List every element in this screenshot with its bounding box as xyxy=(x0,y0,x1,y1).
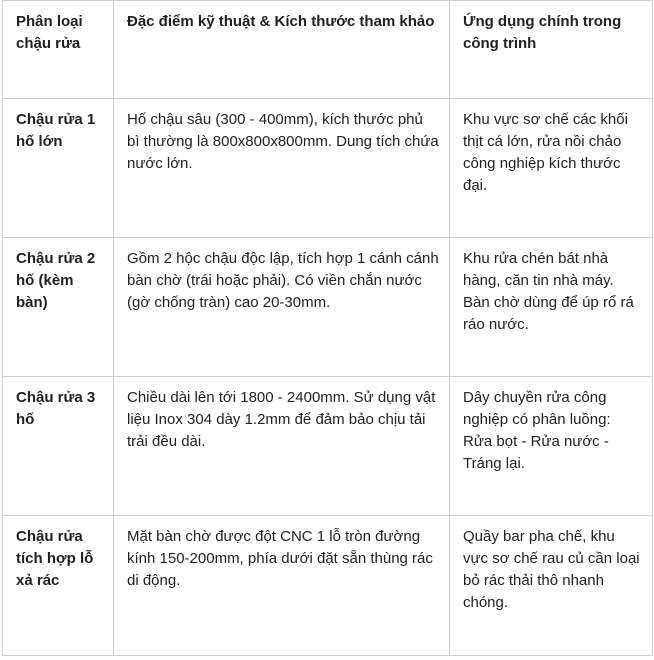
sink-comparison-table xyxy=(2,0,653,656)
table-header xyxy=(3,1,653,99)
usage-cell: Dây chuyền rửa công nghiệp có phân luồng: Rửa bọt - Rửa nước - Tráng lại. xyxy=(450,377,653,516)
table-body xyxy=(3,99,653,656)
spec-cell: Chiều dài lên tới 1800 - 2400mm. Sử dụng vật liệu Inox 304 dày 1.2mm để đảm bảo chịu tải trải đều dài. xyxy=(114,377,450,516)
header-row xyxy=(3,1,653,99)
table-row xyxy=(3,377,653,516)
usage-cell: Quầy bar pha chế, khu vực sơ chế rau củ cần loại bỏ rác thải thô nhanh chóng. xyxy=(450,516,653,656)
spec-cell: Gồm 2 hộc chậu độc lập, tích hợp 1 cánh cánh bàn chờ (trái hoặc phải). Có viền chắn nước (gờ chống tràn) cao 20-30mm. xyxy=(114,238,450,377)
table-row xyxy=(3,99,653,238)
sink-type-cell: Chậu rửa 2 hố (kèm bàn) xyxy=(3,238,114,377)
sink-type-cell: Chậu rửa 3 hố xyxy=(3,377,114,516)
usage-cell: Khu rửa chén bát nhà hàng, căn tin nhà máy. Bàn chờ dùng để úp rổ rá ráo nước. xyxy=(450,238,653,377)
usage-cell: Khu vực sơ chế các khối thịt cá lớn, rửa nồi chảo công nghiệp kích thước đại. xyxy=(450,99,653,238)
sink-type-cell: Chậu rửa tích hợp lỗ xả rác xyxy=(3,516,114,656)
spec-cell: Hố chậu sâu (300 - 400mm), kích thước phủ bì thường là 800x800x800mm. Dung tích chứa nước lớn. xyxy=(114,99,450,238)
table-row xyxy=(3,238,653,377)
table-row xyxy=(3,516,653,656)
header-sink-type: Phân loại chậu rửa xyxy=(3,1,114,99)
header-applications: Ứng dụng chính trong công trình xyxy=(450,1,653,99)
sink-type-cell: Chậu rửa 1 hố lớn xyxy=(3,99,114,238)
spec-cell: Mặt bàn chờ được đột CNC 1 lỗ tròn đường kính 150-200mm, phía dưới đặt sẵn thùng rác di động. xyxy=(114,516,450,656)
header-specifications: Đặc điểm kỹ thuật & Kích thước tham khảo xyxy=(114,1,450,99)
